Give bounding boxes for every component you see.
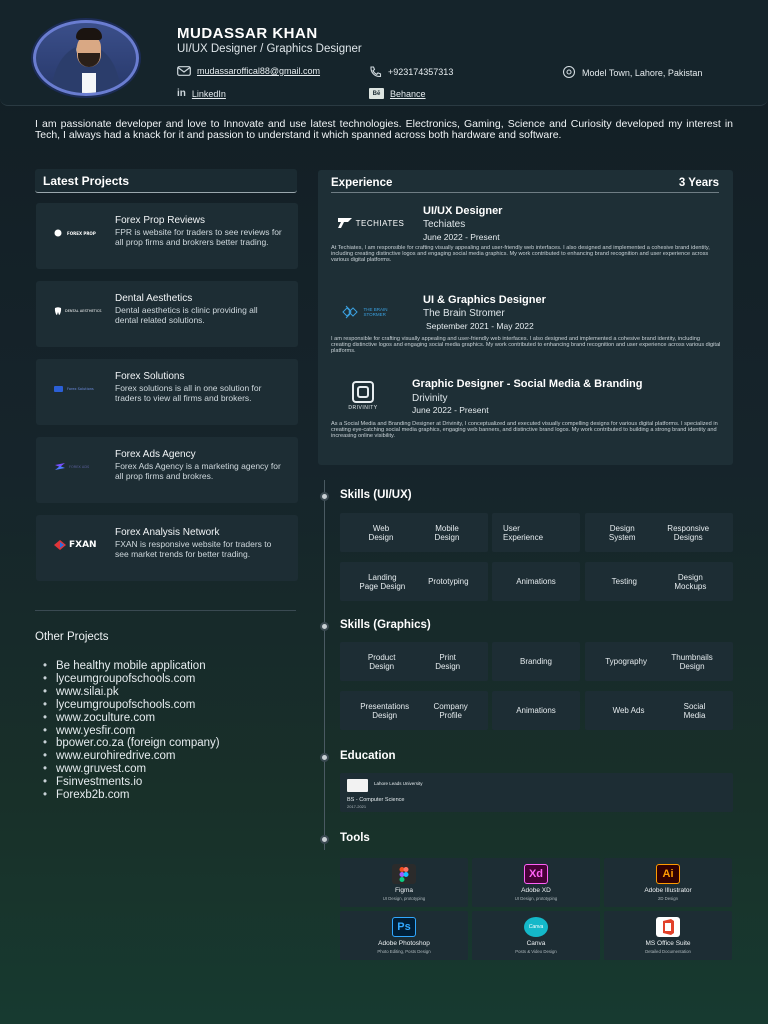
education-card [340, 773, 733, 812]
profile-name: MUDASSAR KHAN [177, 25, 318, 42]
linkedin-icon: in [177, 88, 186, 99]
project-card[interactable] [36, 281, 298, 347]
office-icon [656, 917, 680, 937]
forex-solutions-logo: Forex Solutions [54, 383, 104, 395]
skills-graphics-title: Skills (Graphics) [340, 619, 431, 631]
phone-contact[interactable] [369, 66, 453, 78]
tool-sub: UI Design, prototyping [382, 896, 426, 901]
techiates-logo: TECHIATES [331, 215, 411, 231]
timeline-dot [320, 835, 329, 844]
tool-sub: Posts & Video Design [515, 949, 557, 954]
list-item[interactable]: • www.zoculture.com [43, 712, 220, 725]
skill-label: Animations [516, 706, 556, 715]
linkedin-link[interactable]: LinkedIn [191, 88, 226, 99]
ai-icon: Ai [656, 864, 680, 884]
list-item[interactable]: • lyceumgroupofschools.com [43, 699, 220, 712]
project-card[interactable] [36, 515, 298, 581]
skill-label: Print Design [435, 652, 461, 671]
latest-projects-title: Latest Projects [35, 169, 297, 193]
experience-header [331, 177, 719, 193]
email-link[interactable]: mudassaroffical88@gmail.com [197, 66, 321, 76]
skill-chip [340, 691, 488, 730]
skill-chip [492, 513, 580, 552]
university-name: Lahore Leads University [374, 781, 423, 786]
skill-label: Design System [608, 523, 636, 542]
tool-name: Adobe Illustrator [644, 887, 692, 894]
education-title: Education [340, 750, 396, 762]
project-title: Forex Solutions [115, 371, 185, 382]
behance-icon: Bē [369, 88, 384, 99]
job-title: UI & Graphics Designer [423, 294, 546, 306]
job-title: UI/UX Designer [423, 205, 503, 217]
skill-chip [585, 513, 733, 552]
list-item[interactable]: • Fsinvestments.io [43, 776, 220, 789]
project-desc: Dental aesthetics is clinic providing all dental related solutions. [115, 305, 258, 325]
tool-sub: Photo Editing, Posts Design [377, 949, 431, 954]
tool-name: Adobe XD [521, 887, 551, 894]
phone-text[interactable]: +923174357313 [388, 67, 454, 77]
skill-label: Branding [519, 657, 553, 666]
linkedin-contact[interactable] [177, 88, 226, 99]
job-title: Graphic Designer - Social Media & Branding [412, 378, 643, 390]
skill-label: Animations [516, 577, 556, 586]
job-company: The Brain Stromer [423, 308, 505, 319]
university-logo [347, 779, 368, 792]
list-item[interactable]: • lyceumgroupofschools.com [43, 673, 220, 686]
skill-chip [340, 562, 488, 601]
timeline-dot [320, 492, 329, 501]
job-date: September 2021 - May 2022 [426, 321, 534, 331]
tool-card [472, 911, 600, 960]
avatar [33, 20, 139, 96]
project-card[interactable] [36, 437, 298, 503]
skill-chip [492, 691, 580, 730]
mail-icon [177, 66, 191, 76]
project-card[interactable] [36, 359, 298, 425]
figma-icon [392, 864, 416, 884]
list-item[interactable]: • www.silai.pk [43, 686, 220, 699]
project-desc: FPR is website for traders to see reviews for all prop firms and brokrers better trading. [115, 227, 282, 247]
degree-years: 2017-2021 [347, 804, 367, 809]
skill-chip [340, 513, 488, 552]
tool-card [604, 911, 732, 960]
skill-label: Social Media [683, 701, 706, 720]
job-company: Drivinity [412, 393, 448, 404]
skills-uiux-title: Skills (UI/UX) [340, 489, 412, 501]
skill-label: Thumbnails Design [671, 652, 713, 671]
skill-label: Responsive Designs [667, 523, 710, 542]
project-card[interactable] [36, 203, 298, 269]
tool-card [340, 858, 468, 907]
experience-years: 3 Years [678, 177, 719, 189]
list-item[interactable]: • www.gruvest.com [43, 763, 220, 776]
canva-icon: Canva [524, 917, 548, 937]
project-desc: Forex solutions is all in one solution for traders to view all firms and brokers. [115, 383, 262, 403]
skill-label: Mobile Design [434, 523, 460, 542]
experience-title: Experience [331, 177, 393, 189]
job-company: Techiates [423, 219, 466, 230]
job-date: June 2022 - Present [423, 232, 500, 242]
other-projects-list [43, 660, 220, 802]
project-desc: Forex Ads Agency is a marketing agency for all prop firms and brokres. [115, 461, 281, 481]
drivinity-logo: DRIVINITY [340, 378, 386, 414]
brain-stormer-logo: THE BRAIN STORMER [338, 304, 406, 320]
skill-chip [585, 562, 733, 601]
skill-label: Company Profile [433, 701, 468, 720]
list-item[interactable]: • bpower.co.za (foreign company) [43, 737, 220, 750]
skill-label: Product Design [367, 652, 396, 671]
project-desc: FXAN is responsive website for traders to see market trends for better trading. [115, 539, 272, 559]
list-item[interactable]: • www.eurohiredrive.com [43, 750, 220, 763]
skill-label: Testing [611, 577, 638, 586]
timeline-line [324, 480, 325, 850]
skill-chip [340, 642, 488, 681]
email-contact[interactable] [177, 66, 320, 76]
fxan-logo: FXAN [54, 539, 104, 551]
project-title: Dental Aesthetics [115, 293, 193, 304]
profile-role: UI/UX Designer / Graphics Designer [177, 43, 362, 55]
skill-label: Web Ads [612, 706, 645, 715]
skill-chip [585, 691, 733, 730]
forex-ads-logo: FOREX ADS [54, 461, 104, 473]
tool-name: Adobe Photoshop [378, 940, 430, 947]
project-title: Forex Analysis Network [115, 527, 220, 538]
tools-title: Tools [340, 832, 370, 844]
job-description: I am responsible for crafting visually appealing and user-friendly web interfaces. I also designed and implemented a cohesive brand identity, including creating distinctive logos and engaging social media graphics. My work contributed to enhancing brand recognition and user experience across various digital platforms. [331, 336, 721, 354]
skill-label: User Experience [503, 523, 544, 542]
skill-label: Landing Page Design [359, 572, 406, 591]
tool-sub: Detailed Documentation [645, 949, 691, 954]
skill-label: Presentations Design [360, 701, 410, 720]
list-item[interactable]: • Be healthy mobile application [43, 660, 220, 673]
timeline-dot [320, 753, 329, 762]
tool-sub: UI Design, prototyping [514, 896, 558, 901]
section-divider [35, 610, 296, 611]
skill-label: Typography [605, 657, 648, 666]
project-title: Forex Ads Agency [115, 449, 196, 460]
ps-icon: Ps [392, 917, 416, 937]
skill-label: Prototyping [428, 577, 469, 586]
list-item[interactable]: • Forexb2b.com [43, 789, 220, 802]
other-projects-title: Other Projects [35, 631, 109, 643]
tool-name: Canva [526, 940, 546, 947]
forex-prop-logo: FOREX PROP [54, 227, 104, 239]
about-text: I am passionate developer and love to Innovate and use latest technologies. Electronics, Gaming, Science and Curiosity developed my interest in Tech, I always had a knack for it and passion to understand it which spanned across both hardware and software. [35, 118, 733, 141]
tool-card [472, 858, 600, 907]
tool-card [340, 911, 468, 960]
behance-contact[interactable] [369, 88, 426, 99]
location-contact [562, 66, 702, 79]
profile-header [0, 0, 768, 106]
location-pin-icon [562, 66, 576, 79]
skill-label: Design Mockups [674, 572, 707, 591]
tool-name: Figma [394, 887, 414, 894]
tool-card [604, 858, 732, 907]
skill-chip [492, 562, 580, 601]
location-text: Model Town, Lahore, Pakistan [582, 67, 703, 78]
xd-icon: Xd [524, 864, 548, 884]
skill-chip [492, 642, 580, 681]
skill-label: Web Design [368, 523, 394, 542]
project-title: Forex Prop Reviews [115, 215, 206, 226]
timeline-dot [320, 622, 329, 631]
job-description: At Techiates, I am responsible for crafting visually appealing and user-friendly web interfaces. I also designed and implemented a cohesive brand identity, including creating distinctive logos and engaging social media graphics. My work contributed to enhancing brand recognition and user experience across various digital platforms. [331, 245, 710, 263]
job-description: As a Social Media and Branding Designer at Drivinity, I conceptualized and executed visually compelling designs for various digital platforms. I specialized in creating eye-catching social media graphics, engaging web banners, and distinctive brand logos. My work contributed to building a strong brand identity and increasing online visibility. [331, 421, 718, 439]
phone-icon [369, 66, 382, 78]
job-date: June 2022 - Present [412, 405, 489, 415]
degree: BS - Computer Science [347, 797, 405, 803]
list-item[interactable]: • www.yesfir.com [43, 725, 220, 738]
skill-chip [585, 642, 733, 681]
tool-name: MS Office Suite [645, 940, 691, 947]
dental-aesthetics-logo: DENTAL AESTHETICS [54, 305, 104, 317]
behance-link[interactable]: Behance [390, 88, 426, 99]
tool-sub: 2D Design [657, 896, 679, 901]
